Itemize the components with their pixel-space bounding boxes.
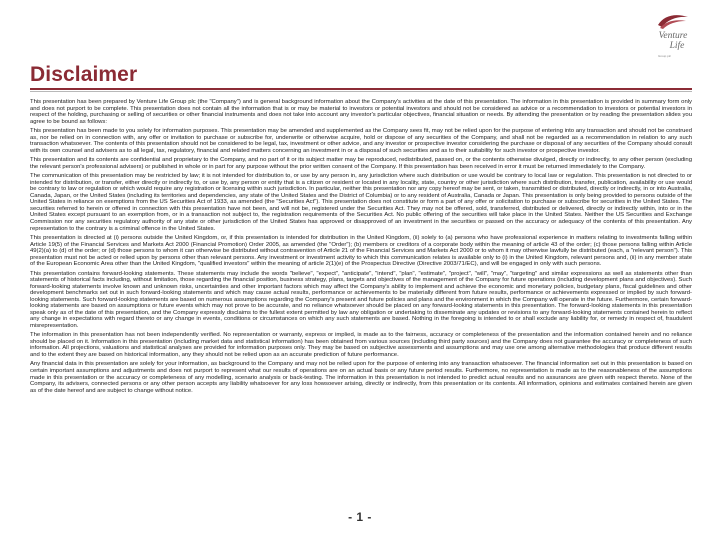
disclaimer-paragraph: The information in this presentation has not been independently verified. No representation or warranty, express or implied, is made as to the fairness, accuracy or completeness of the presentation and the information contained herein and no reliance should be placed on it. Information in this presentation (including market data and statistical information) has been obtained from various sources (including third party sources) and the Company does not guarantee the accuracy or completeness of such information. All projections, valuations and statistical analyses are provided for information purposes only. They may be based on subjective assessments and assumptions and may use one among alternative methodologies that produce different results and to the extent they are based on historical information, any they should not be relied upon as an accurate prediction of future performance.: [30, 332, 692, 359]
logo-swoosh-icon: [656, 13, 690, 31]
logo-text-life: Life: [669, 41, 685, 51]
disclaimer-paragraph: This presentation is directed at (i) persons outside the United Kingdom, or, if this presentation is intended for distribution in the United Kingdom, (ii) solely to (a) persons who have professional experience in matters relating to investments falling within Article 19(5) of the Financial Services and Markets Act 2000 (Financial Promotion) Order 2005, as amended (the "Order"); (b) members or creditors of a corporate body within the meaning of article 43 of the order; (c) those persons falling within Article 49(2)(a) to (d) of the order; or (d) those persons to whom it can otherwise be distributed without contravention of Article 21 of the Financial Services and Markets Act 2000 or to whom it may otherwise lawfully be distributed (each, a "relevant person"). This presentation must not be acted or relied upon by persons other than relevant persons. Any investment or investment activity to which this communication relates is available only to (i) in the United Kingdom, relevant persons and, (ii) in any member state of the European Economic Area other than the United Kingdom, "qualified investors" within the meaning of article 2(1)(e) of the Prospectus Directive (Directive 2003/71/EC), and will be engaged in only with such persons.: [30, 234, 692, 268]
disclaimer-body: [30, 99, 692, 397]
title-divider: [30, 88, 692, 90]
disclaimer-paragraph: This presentation contains forward-looking statements. These statements may include the words "believe", "expect", "anticipate", "intend", "plan", "estimate", "project", "will", "may", "targeting" and similar expressions as well as statements other than statements of historical facts including, without limitation, those regarding the financial position, business strategy, plans, targets and objectives of the management of the Company for future operations (including development plans and objectives). Such forward-looking statements involve known and unknown risks, uncertainties and other important factors which may affect the Company's ability to implement and achieve the economic and monetary policies, budgetary plans, fiscal guidelines and other development benchmarks set out in such forward-looking statements and which may cause actual results, performance or achievements to be materially different from future results, performance or achievements expressed or implied by such forward-looking statements. Such forward-looking statements are based on numerous assumptions regarding the Company's present and future policies and plans and the environment in which the Company will operate in the future. Furthermore, certain forward-looking statements are based on assumptions or future events which may not prove to be accurate, and no reliance whatsoever should be placed on any forward-looking statements in this presentation. The forward-looking statements in this presentation speak only as of the date of this presentation, and the Company expressly disclaims to the fullest extent permitted by law any obligation or undertaking to disseminate any updates or revisions to any forward-looking statements contained herein to reflect any change in expectations with regard thereto or any change in events, conditions or circumstances on which any such statements are based. Nothing in the foregoing is intended to or shall exclude any liability for, or remedy in respect of, fraudulent misrepresentation.: [30, 270, 692, 329]
venture-life-logo: [650, 13, 696, 63]
logo-text-venture: Venture: [658, 31, 688, 41]
disclaimer-paragraph: This presentation has been made to you solely for information purposes. This presentation may be amended and supplemented as the Company sees fit, may not be relied upon for the purpose of entering into any transaction and should not be construed as, nor be relied on in connection with, any offer or invitation to purchase or subscribe for, underwrite or otherwise acquire, hold or dispose of any securities of the Company, and shall not be regarded as a recommendation in relation to any such transaction whatsoever. The contents of this presentation should not be considered to be legal, tax, investment or other advice, and any investor or prospective investor considering the purchase or disposal of any securities of the Company should consult with its own counsel and advisers as to all legal, tax, regulatory, financial and related matters concerning an investment in or a disposal of such securities and as to their suitability for such investor or prospective investor.: [30, 128, 692, 154]
disclaimer-paragraph: The communication of this presentation may be restricted by law; it is not intended for distribution to, or use by any person in, any jurisdiction where such distribution or use would be contrary to local law or regulation. This presentation is not directed to or intended for distribution, or transfer, either directly or indirectly to, or use by, any person or entity that is a citizen or resident or located in any locality, state, country or other jurisdiction where such distribution, transfer, publication, availability or use would be contrary to law or regulation or which would require any registration or licensing within such jurisdiction. In particular, neither this presentation nor any copy hereof may be sent, or taken, transmitted or distributed, directly or indirectly, in or into Australia, Canada, Japan, or the United States (including its territories and dependencies, any state of the United States and the District of Columbia) or to any resident of Australia, Canada or Japan. This presentation is only being provided to persons outside of the United States in reliance on exemptions from the US Securities Act of 1933, as amended (the "Securities Act"). This presentation does not constitute or form a part of any offer or solicitation to purchase or subscribe for securities in the United States. The securities referred to herein or offered in connection with this presentation have not been, and will not be, registered under the Securities Act. They may not be offered, sold, transferred, distributed or delivered, directly or indirectly within, into or in the United States except pursuant to an exemption from, or in a transaction not subject to, the registration requirements of the Securities Act. No public offering of the securities will take place in the United States. Neither the US Securities and Exchange Commission nor any securities regulatory authority of any state or other jurisdiction of the United States has approved or disapproved of an investment in the securities or passed on the accuracy or adequacy of the contents of this presentation. Any representation to the contrary is a criminal offence in the United States.: [30, 173, 692, 232]
disclaimer-paragraph: Any financial data in this presentation are solely for your information, as background to the Company and may not be relied upon for the purpose of entering into any transaction whatsoever. The financial information set out in this presentation is based on certain important assumptions and adjustments and does not purport to represent what our results of operations are on an actual basis or any future period results. Furthermore, no representation is made as to the reasonableness of the assumptions made in this presentation or the accuracy or completeness of any modelling, scenario analysis or back-testing. The information in this presentation is not intended to predict actual results and no assurances are given with respect thereto. None of the Company, its advisers, connected persons or any other person accepts any liability whatsoever for any loss howsoever arising, directly or indirectly, from this presentation or its contents. All information, opinions and estimates contained herein are given as of the date hereof and are subject to change without notice.: [30, 361, 692, 394]
page-title: Disclaimer: [30, 63, 138, 86]
page-number: - 1 -: [348, 510, 372, 524]
disclaimer-paragraph: This presentation has been prepared by Venture Life Group plc (the "Company") and is general background information about the Company's activities at the date of this presentation. The information in this presentation is provided in summary form only and does not purport to be complete. This presentation does not contain all the information that is or may be material to investors or potential investors and should not be considered as advice or a recommendation to investors or potential investors in respect of the holding, purchasing or selling of securities or other financial instruments and does not take into account any investor's particular objectives, financial situation or needs. By attending the presentation or by reading the presentation slides you agree to be bound as follows:: [30, 99, 692, 125]
title-divider-shadow: [30, 91, 692, 92]
logo-tagline: Group plc: [658, 54, 672, 58]
disclaimer-paragraph: This presentation and its contents are confidential and proprietary to the Company, and no part of it or its subject matter may be reproduced, redistributed, passed on, or the contents otherwise divulged, directly or indirectly, to any other person (excluding the relevant person's professional advisers) or published in whole or in part for any purpose without the prior written consent of the Company. If this presentation has been received in error it must be returned immediately to the Company.: [30, 157, 692, 170]
